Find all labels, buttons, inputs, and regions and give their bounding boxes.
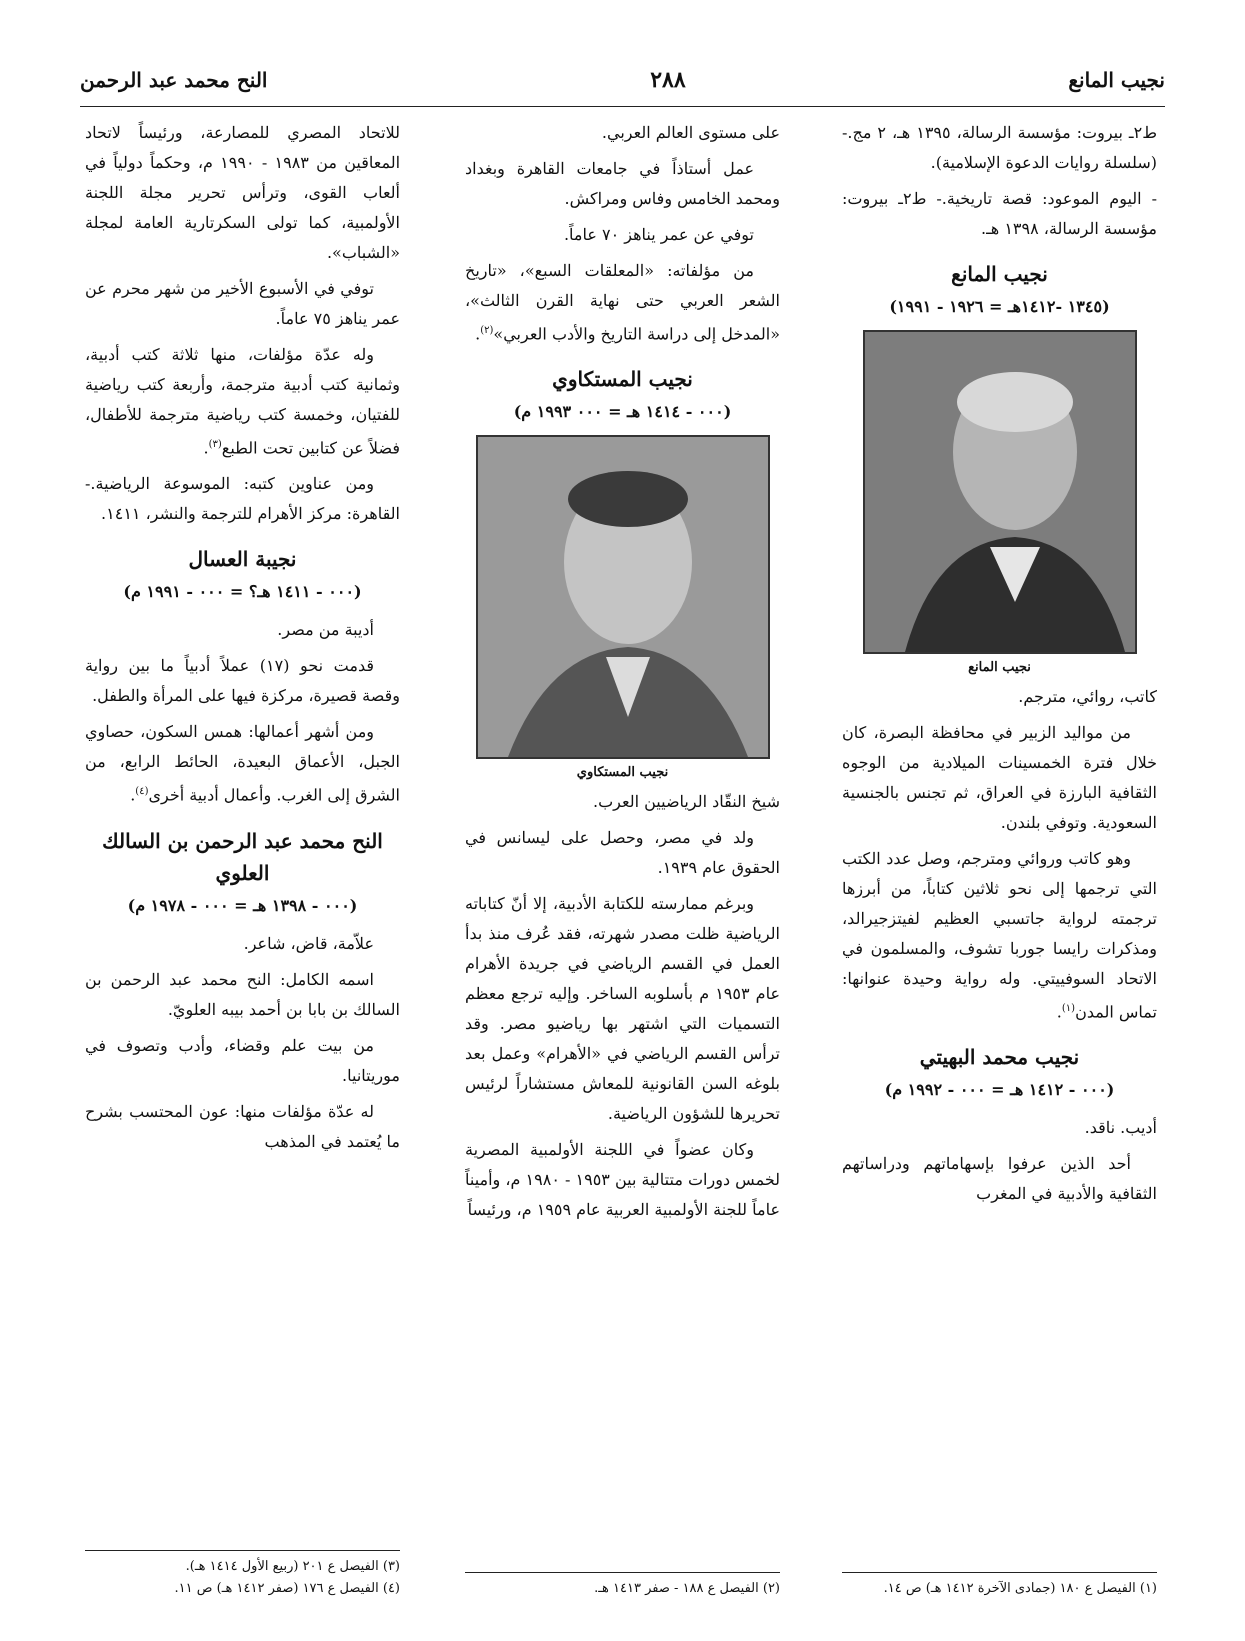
paragraph: قدمت نحو (١٧) عملاً أدبياً ما بين رواية وقصة قصيرة، مركزة فيها على المرأة والطفل. [85,656,400,706]
paragraph: من مواليد الزبير في محافظة البصرة، كان خلال فترة الخمسينات الميلادية من الوجوه الثقافية البارزة في العراق، ثم تجنس بالجنسية السعودية. وتوفي بلندن. [842,723,1157,832]
entry-dates: (٠٠٠ - ١٤١٤ هـ = ٠٠٠ ١٩٩٣ م) [513,402,732,422]
paragraph: كاتب، روائي، مترجم. [1018,687,1157,706]
entry-dates: (٠٠٠ - ١٤١٢ هـ = ٠٠٠ - ١٩٩٢ م) [884,1080,1115,1100]
paragraph: ومن عناوين كتبه: الموسوعة الرياضية.- القاهرة: مركز الأهرام للترجمة والنشر، ١٤١١. [85,474,400,524]
paragraph: أديب. ناقد. [1084,1118,1157,1138]
paragraph: شيخ النقّاد الرياضيين العرب. [593,792,780,812]
entry-dates: (٠٠٠ - ١٤١١ هـ؟ = ٠٠٠ - ١٩٩١ م) [123,582,362,602]
footnote-ref: (٢) [480,325,494,336]
entry-dates: (٠٠٠ - ١٣٩٨ هـ = ٠٠٠ - ١٩٧٨ م) [127,895,358,915]
paragraph: من مؤلفاته: «المعلقات السبع»، «تاريخ الشعر العربي حتى نهاية القرن الثالث»، «المدخل إلى دراسة التاريخ والأدب العربي»$^{(٢)}$. [465,261,780,344]
paragraph: توفي عن عمر يناهز ٧٠ عاماً. [563,225,754,244]
paragraph-text: وله عدّة مؤلفات، منها ثلاثة كتب أدبية، وثمانية كتب أدبية مترجمة، وأربعة كتب رياضية للفتيان، وخمسة كتب رياضية مترجمة للأطفال، فضلاً عن كتابين تحت الطبع [85,345,400,458]
footnote: (١) الفيصل ع ١٨٠ (جمادى الآخرة ١٤١٢ هـ) ص ١٤. [883,1581,1157,1596]
paragraph: ومن أشهر أعمالها: همس السكون، حصاوي الجبل، الأعماق البعيدة، الحائط الرابع، من الشرق إلى الغرب. وأعمال أدبية أخرى$^{(٤)}$. [85,722,400,805]
paragraph: على مستوى العالم العربي. [601,123,780,142]
portrait-photo [476,435,770,759]
footnote-ref: (٣) [208,439,222,450]
paragraph: له عدّة مؤلفات منها: عون المحتسب بشرح ما يُعتمد في المذهب [85,1101,400,1151]
entry-dates: (١٣٤٥ -١٤١٢هـ = ١٩٢٦ - ١٩٩١) [889,297,1110,316]
running-header [80,60,1165,107]
entry-title: نجيب المستكاوي [552,367,693,392]
paragraph: ولد في مصر، وحصل على ليسانس في الحقوق عام ١٩٣٩. [465,828,780,878]
header-left-title: النح محمد عبد الرحمن [80,68,268,92]
paragraph: ط٢ـ بيروت: مؤسسة الرسالة، ١٣٩٥ هـ، ٢ مج.- (سلسلة روايات الدعوة الإسلامية). [842,123,1157,172]
paragraph: من بيت علم وقضاء، وأدب وتصوف في موريتانيا. [85,1035,400,1085]
paragraph: وهو كاتب وروائي ومترجم، وصل عدد الكتب التي ترجمها إلى نحو ثلاثين كتاباً، من أبرزها ترجمته لرواية جاتسبي العظيم لفيتزجيرالد، ومذكرات رايسا جوربا تشوف، والمسلمون في الاتحاد السوفييتي. وله رواية وحيدة عنوانها: تماس المدن$^{(١)}$. [842,849,1157,1022]
entry-title: النح محمد عبد الرحمن بن السالك العلوي [102,828,383,885]
footnotes-right [842,1572,1157,1601]
entry-title: نجيبة العسال [188,547,297,572]
column-right [842,118,1157,1543]
paragraph-text: ومن أشهر أعمالها: همس السكون، حصاوي الجبل، الأعماق البعيدة، الحائط الرابع، من الشرق إلى الغرب. وأعمال أدبية أخرى [85,722,400,805]
footnote: (٢) الفيصل ع ١٨٨ - صفر ١٤١٣ هـ. [594,1581,780,1596]
paragraph: عمل أستاذاً في جامعات القاهرة وبغداد ومحمد الخامس وفاس ومراكش. [465,159,780,208]
column-left [85,118,400,1543]
portrait-photo [863,330,1137,654]
footnote-ref: (١) [1061,1003,1076,1014]
paragraph-text: من مؤلفاته: «المعلقات السبع»، «تاريخ الشعر العربي حتى نهاية القرن الثالث»، «المدخل إلى دراسة التاريخ والأدب العربي» [465,261,780,344]
column-middle [465,118,780,1543]
paragraph: أديبة من مصر. [277,620,374,640]
footnote: (٣) الفيصل ع ٢٠١ (ربيع الأول ١٤١٤ هـ). [185,1559,400,1574]
paragraph: أحد الذين عرفوا بإسهاماتهم ودراساتهم الثقافية والأدبية في المغرب [842,1154,1157,1204]
paragraph: وله عدّة مؤلفات، منها ثلاثة كتب أدبية، وثمانية كتب أدبية مترجمة، وأربعة كتب رياضية للفتيان، وخمسة كتب رياضية مترجمة للأطفال، فضلاً عن كتابين تحت الطبع$^{(٣)}$. [85,345,400,458]
entry-title: نجيب محمد البهيتي [919,1045,1080,1070]
paragraph: وكان عضواً في اللجنة الأولمبية المصرية لخمس دورات متتالية بين ١٩٥٣ - ١٩٨٠ م، وأميناً عاماً للجنة الأولمبية العربية عام ١٩٥٩ م، ورئيساً [465,1140,780,1220]
paragraph: علاّمة، قاض، شاعر. [243,933,374,953]
header-right-title: نجيب المانع [1068,68,1165,92]
paragraph-text: وهو كاتب وروائي ومترجم، وصل عدد الكتب التي ترجمها إلى نحو ثلاثين كتاباً، من أبرزها ترجمته لرواية جاتسبي العظيم لفيتزجيرالد، ومذكرات رايسا جوربا تشوف، والمسلمون في الاتحاد السوفييتي. وله رواية وحيدة عنوانها: تماس المدن [842,849,1157,1022]
footnote-ref: (٤) [135,786,149,798]
paragraph: اسمه الكامل: النح محمد عبد الرحمن بن السالك بن بابا بن أحمد بيبه العلويّ. [85,969,400,1019]
page-number: ٢٨٨ [650,67,686,93]
footnotes-middle [465,1572,780,1601]
entry-title: نجيب المانع [951,262,1048,286]
paragraph: وبرغم ممارسته للكتابة الأدبية، إلا أنّ كتاباته الرياضية ظلت مصدر شهرته، فقد عُرف منذ بدأ العمل في القسم الرياضي في جريدة الأهرام عام ١٩٥٣ م بأسلوبه الساخر. وإليه ترجع معظم التسميات التي اشتهر بها رياضيو مصر. وقد ترأس القسم الرياضي في «الأهرام» وعمل بعد بلوغه السن القانونية للمعاش مستشاراً لرئيس تحريرها للشؤون الرياضية. [465,894,780,1124]
footnote: (٤) الفيصل ع ١٧٦ (صفر ١٤١٢ هـ) ص ١١. [174,1581,400,1596]
paragraph: للاتحاد المصري للمصارعة، ورئيساً لاتحاد المعاقين من ١٩٨٣ - ١٩٩٠ م، وحكماً دولياً في ألعاب القوى، وترأس تحرير مجلة اللجنة الأولمبية، كما تولى السكرتارية العامة لمجلة «الشباب». [85,123,400,262]
photo-caption: نجيب المستكاوي [576,765,669,781]
paragraph: توفي في الأسبوع الأخير من شهر محرم عن عمر يناهز ٧٥ عاماً. [85,279,400,328]
footnotes-left [85,1550,400,1601]
photo-caption: نجيب المانع [968,660,1031,675]
paragraph: - اليوم الموعود: قصة تاريخية.- ط٢ـ بيروت: مؤسسة الرسالة، ١٣٩٨ هـ. [842,189,1157,238]
